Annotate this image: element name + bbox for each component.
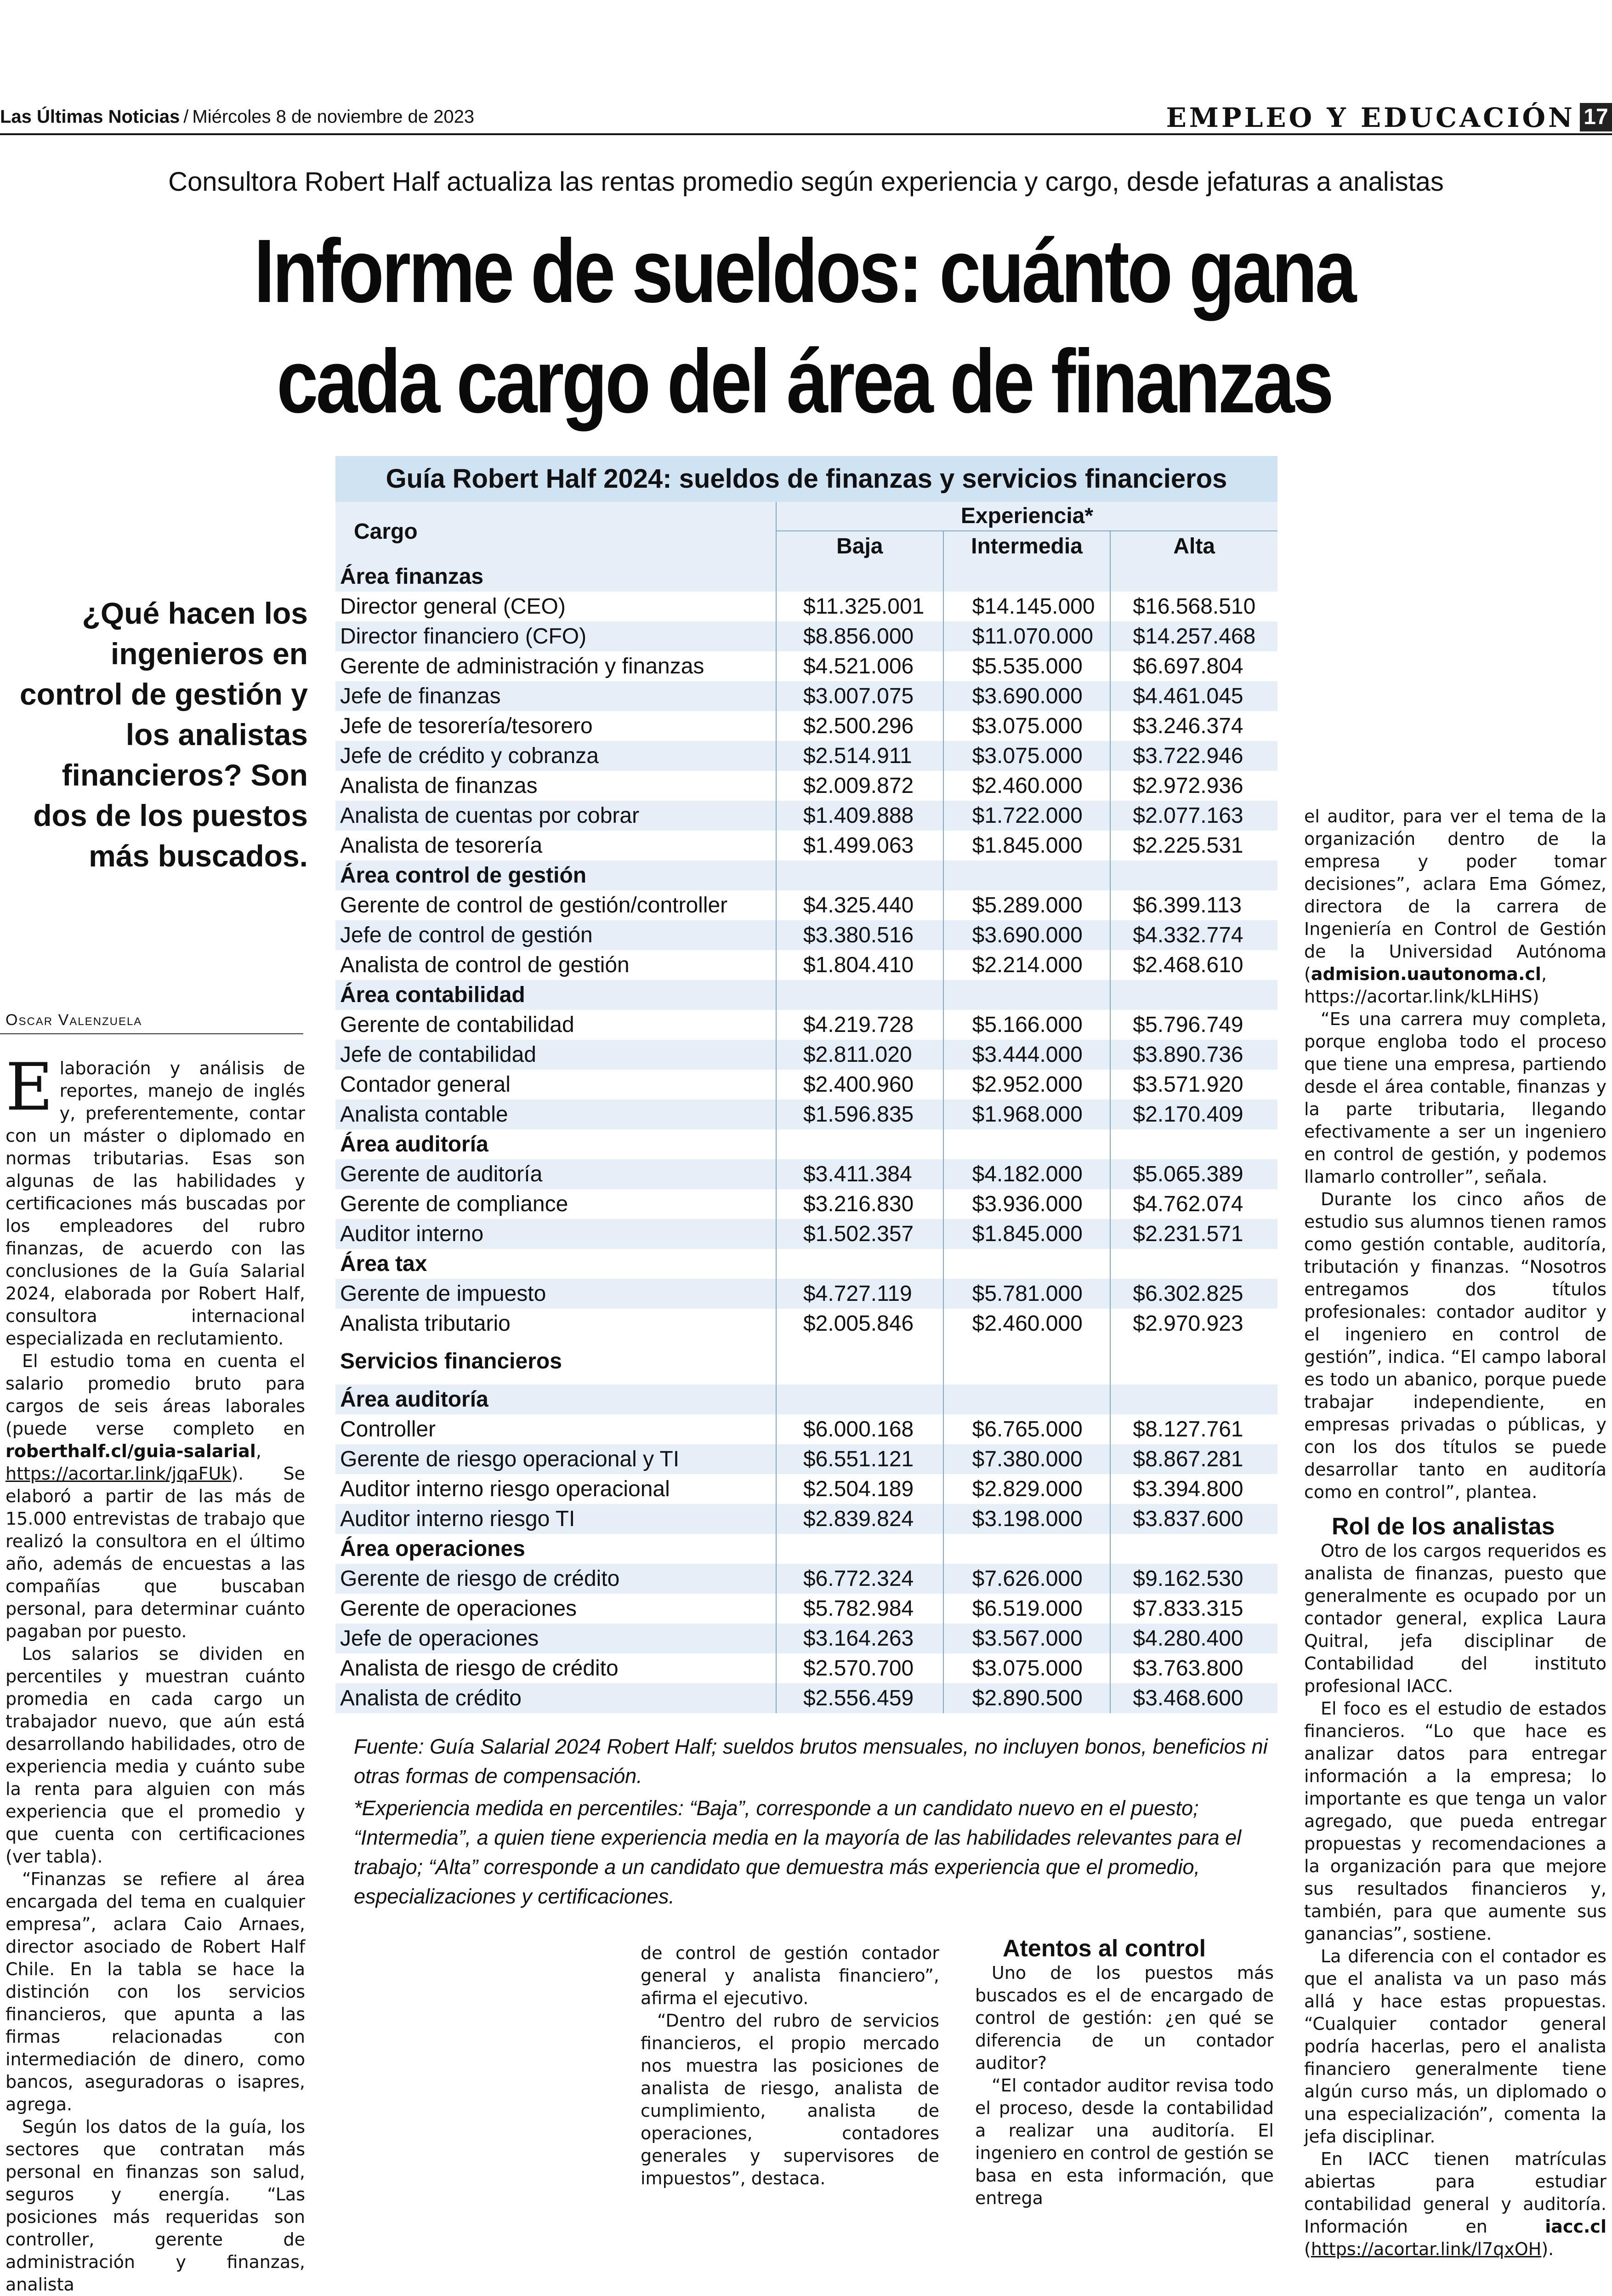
area-row: [335, 1129, 1277, 1159]
intermedia-cell: $3.567.000: [943, 1624, 1111, 1653]
cargo-cell: Auditor interno riesgo operacional: [340, 1477, 670, 1501]
area-label: Área tax: [340, 1252, 427, 1276]
baja-cell: $1.409.888: [776, 801, 943, 831]
empty-cell: [1110, 860, 1277, 890]
table-row: [335, 1279, 1277, 1309]
group-row: [335, 1339, 1277, 1384]
empty-cell: [1110, 1249, 1277, 1279]
alta-cell: $3.722.946: [1110, 741, 1277, 771]
alta-cell: $2.170.409: [1110, 1100, 1277, 1129]
mid-paragraph-2: “Dentro del rubro de servicios financieros, el propio mercado nos muestra las posiciones de analista de riesgo, analista de cumplimiento, analista de operaciones, contadores generales y supervisores de impuestos”, destaca.: [641, 2011, 939, 2188]
intermedia-cell: $2.952.000: [943, 1070, 1111, 1100]
salary-table-box: [335, 456, 1277, 1713]
cargo-cell: Jefe de tesorería/tesorero: [340, 714, 593, 738]
empty-cell: [943, 860, 1111, 890]
area-row: [335, 1534, 1277, 1564]
empty-cell: [943, 1384, 1111, 1414]
issue-date: Miércoles 8 de noviembre de 2023: [192, 107, 475, 127]
alta-cell: $8.127.761: [1110, 1414, 1277, 1444]
table-row: [335, 1504, 1277, 1534]
cargo-cell: Auditor interno: [335, 1219, 776, 1249]
area-row: [335, 860, 1277, 890]
alta-cell: $5.796.749: [1110, 1010, 1277, 1040]
table-row: [335, 1653, 1277, 1683]
mid-paragraph-1: de control de gestión contador general y analista financiero”, afirma el ejecutivo.: [641, 1943, 939, 2008]
cargo-cell: Contador general: [340, 1072, 511, 1097]
cargo-cell: Gerente de impuesto: [335, 1279, 776, 1309]
cargo-cell: Controller: [340, 1417, 436, 1441]
link-iacc[interactable]: iacc.cl: [1545, 2216, 1606, 2237]
intermedia-cell: $1.845.000: [943, 1219, 1111, 1249]
baja-cell: $2.005.846: [776, 1309, 943, 1339]
table-body: [335, 562, 1277, 1713]
kicker: Consultora Robert Half actualiza las rentas promedio según experiencia y cargo, desde jefaturas a analistas: [168, 167, 1444, 197]
table-row: [335, 1010, 1277, 1040]
intermedia-cell: $6.765.000: [943, 1414, 1111, 1444]
cargo-cell: Jefe de control de gestión: [335, 920, 776, 950]
table-title: Guía Robert Half 2024: sueldos de finanzas y servicios financieros: [335, 456, 1277, 502]
alta-cell: $6.302.825: [1110, 1279, 1277, 1309]
intermedia-cell: $5.781.000: [943, 1279, 1111, 1309]
alta-cell: $3.890.736: [1110, 1040, 1277, 1070]
alta-cell: $8.867.281: [1110, 1444, 1277, 1474]
right-paragraph-2: “Es una carrera muy completa, porque engloba todo el proceso que tiene una empresa, partiendo desde el área contable, finanzas y la parte tributaria, llegando efectivamente a ser un ingeniero en control de gestión, y podemos llamarlo controller”, señala.: [1304, 1009, 1606, 1187]
intermedia-cell: $1.968.000: [943, 1100, 1111, 1129]
empty-cell: [776, 562, 943, 592]
table-row: [335, 711, 1277, 741]
intermedia-cell: $5.166.000: [943, 1010, 1111, 1040]
cargo-cell: Analista tributario: [340, 1311, 511, 1336]
alta-cell: $2.970.923: [1110, 1309, 1277, 1339]
intermedia-cell: $3.198.000: [943, 1504, 1111, 1534]
baja-cell: $2.504.189: [776, 1474, 943, 1504]
alta-cell: $2.468.610: [1110, 950, 1277, 980]
baja-cell: $1.502.357: [776, 1219, 943, 1249]
intermedia-cell: $2.460.000: [943, 1309, 1111, 1339]
intermedia-cell: $1.722.000: [943, 801, 1111, 831]
cargo-cell: Jefe de crédito y cobranza: [335, 741, 776, 771]
baja-cell: $8.856.000: [776, 621, 943, 651]
baja-cell: $4.727.119: [776, 1279, 943, 1309]
alta-cell: $7.833.315: [1110, 1594, 1277, 1624]
table-row: [335, 890, 1277, 920]
intermedia-cell: $5.535.000: [943, 651, 1111, 681]
empty-cell: [943, 980, 1111, 1010]
subhead-rol: Rol de los analistas: [1332, 1513, 1555, 1540]
page-number: 17: [1580, 103, 1612, 131]
masthead-rule: [0, 133, 1612, 135]
baja-cell: $6.772.324: [776, 1564, 943, 1594]
area-label: Área finanzas: [335, 562, 776, 592]
empty-cell: [776, 1384, 943, 1414]
empty-cell: [943, 562, 1111, 592]
alta-cell: $3.837.600: [1110, 1504, 1277, 1534]
intermedia-cell: $3.690.000: [943, 681, 1111, 711]
dropcap: E: [6, 1049, 53, 1125]
cargo-cell: Analista de control de gestión: [340, 953, 630, 977]
section-name: EMPLEO Y EDUCACIÓN: [1166, 102, 1575, 133]
headline: [175, 216, 1434, 437]
baja-cell: $3.380.516: [776, 920, 943, 950]
subhead-atentos: Atentos al control: [1003, 1935, 1206, 1962]
right-paragraph-1: el auditor, para ver el tema de la organización dentro de la empresa y poder tomar decisiones”, aclara Ema Gómez, directora de la carrera de Ingeniería en Control de Gestión de la Universidad Autónoma (admision.uautonoma.cl, https://acortar.link/kLHiHS): [1304, 806, 1606, 1007]
newspaper-name: Las Últimas Noticias: [0, 107, 180, 127]
empty-cell: [776, 860, 943, 890]
table-row: [335, 950, 1277, 980]
table-row: [335, 1414, 1277, 1444]
source-note: Fuente: Guía Salarial 2024 Robert Half; sueldos brutos mensuales, no incluyen bonos, beneficios ni otras formas de compensación.: [354, 1735, 1268, 1788]
link-acortar-3[interactable]: https://acortar.link/l7qxOH: [1311, 2239, 1542, 2259]
alta-cell: $5.065.389: [1110, 1159, 1277, 1189]
baja-cell: $1.804.410: [776, 950, 943, 980]
baja-cell: $6.551.121: [776, 1444, 943, 1474]
intermedia-cell: $2.890.500: [943, 1683, 1111, 1713]
baja-cell: $4.325.440: [776, 890, 943, 920]
area-label: Área auditoría: [340, 1132, 488, 1157]
intermedia-cell: $11.070.000: [943, 621, 1111, 651]
area-row: [335, 980, 1277, 1010]
paragraph-5: Según los datos de la guía, los sectores que contratan más personal en finanzas son salud, seguros y energía. “Las posiciones más requeridas son controller, gerente de administración y finanzas, analista: [6, 2117, 305, 2295]
header-alta: Alta: [1110, 531, 1277, 562]
empty-cell: [943, 1534, 1111, 1564]
paragraph-1: Elaboración y análisis de reportes, manejo de inglés y, preferentemente, contar con un máster o diplomado en normas tributarias. Esas son algunas de las habilidades y certificaciones más buscadas por los empleadores del rubro finanzas, de acuerdo con las conclusiones de la Guía Salarial 2024, elaborada por Robert Half, consultora internacional especializada en reclutamiento.: [6, 1049, 305, 1349]
control-paragraph-2: “El contador auditor revisa todo el proceso, desde la contabilidad a realizar una auditoría. El ingeniero en control de gestión se basa en esta información, que entrega: [975, 2075, 1274, 2208]
headline-line-1: Informe de sueldos: cuánto gana: [254, 221, 1355, 321]
middle-column: [641, 1942, 939, 2190]
table-row: [335, 801, 1277, 831]
alta-cell: $3.763.800: [1110, 1653, 1277, 1683]
link-uautonoma[interactable]: admision.uautonoma.cl: [1311, 964, 1541, 984]
alta-cell: $4.280.400: [1110, 1624, 1277, 1653]
cargo-cell: Jefe de finanzas: [335, 681, 776, 711]
baja-cell: $2.500.296: [776, 711, 943, 741]
masthead-left: [0, 107, 474, 127]
empty-cell: [1110, 980, 1277, 1010]
header-experiencia: Experiencia*: [776, 502, 1277, 531]
intermedia-cell: $6.519.000: [943, 1594, 1111, 1624]
table-row: [335, 741, 1277, 771]
cargo-cell: Jefe de operaciones: [335, 1624, 776, 1653]
table-row: [335, 1474, 1277, 1504]
intermedia-cell: $14.145.000: [943, 592, 1111, 621]
intermedia-cell: $3.075.000: [943, 741, 1111, 771]
cargo-cell: Gerente de auditoría: [335, 1159, 776, 1189]
area-label: Área auditoría: [335, 1384, 776, 1414]
paragraph-3: Los salarios se dividen en percentiles y muestran cuánto promedia en cada cargo un trabajador nuevo, que aún está desarrollando habilidades, otro de experiencia media y cuánto sube la renta para alguien con más experiencia que el promedio y que cuenta con certificaciones (ver tabla).: [6, 1644, 305, 1867]
intermedia-cell: $5.289.000: [943, 890, 1111, 920]
cargo-cell: Gerente de administración y finanzas: [340, 654, 704, 678]
intermedia-cell: $2.214.000: [943, 950, 1111, 980]
baja-cell: $2.514.911: [776, 741, 943, 771]
alta-cell: $6.697.804: [1110, 651, 1277, 681]
table-header-row-1: [335, 502, 1277, 531]
area-label: Área operaciones: [340, 1537, 525, 1561]
paragraph-2: El estudio toma en cuenta el salario promedio bruto para cargos de seis áreas laborales (puede verse completo en roberthalf.cl/guia-salarial, https://acortar.link/jqaFUk). Se elaboró a partir de las más de 15.000 entrevistas de trabajo que realizó la consultora en el último año, además de encuestas a las compañías que buscaban personal, para determinar cuánto pagaban por puesto.: [6, 1351, 305, 1641]
table-row: [335, 592, 1277, 621]
header-intermedia: Intermedia: [943, 531, 1111, 562]
empty-cell: [1110, 1129, 1277, 1159]
right-paragraph-7: En IACC tienen matrículas abiertas para estudiar contabilidad general y auditoría. Información en iacc.cl (https://acortar.link/l7qxOH).: [1304, 2149, 1606, 2259]
right-paragraph-4: Otro de los cargos requeridos es analista de finanzas, puesto que generalmente es ocupado por un contador general, explica Laura Quitral, jefa disciplinar de Contabilidad del instituto profesional IACC.: [1304, 1541, 1606, 1696]
control-column: [975, 1937, 1274, 2210]
cargo-cell: Gerente de operaciones: [340, 1596, 577, 1621]
cargo-cell: Gerente de contabilidad: [340, 1013, 574, 1037]
byline: Oscar Valenzuela: [6, 1011, 142, 1029]
cargo-cell: Director general (CEO): [340, 594, 566, 619]
baja-cell: $2.570.700: [776, 1653, 943, 1683]
intermedia-cell: $7.380.000: [943, 1444, 1111, 1474]
baja-cell: $3.164.263: [776, 1624, 943, 1653]
empty-cell: [943, 1129, 1111, 1159]
intermedia-cell: $3.936.000: [943, 1189, 1111, 1219]
table-row: [335, 1219, 1277, 1249]
baja-cell: $1.596.835: [776, 1100, 943, 1129]
alta-cell: $4.332.774: [1110, 920, 1277, 950]
baja-cell: $4.521.006: [776, 651, 943, 681]
intermedia-cell: $2.460.000: [943, 771, 1111, 801]
baja-cell: $3.007.075: [776, 681, 943, 711]
cargo-cell: Gerente de riesgo de crédito: [335, 1564, 776, 1594]
baja-cell: $1.499.063: [776, 831, 943, 860]
control-paragraph-1: Uno de los puestos más buscados es el de encargado de control de gestión: ¿en qué se diferencia de un contador auditor?: [975, 1963, 1274, 2073]
area-row: [335, 1384, 1277, 1414]
left-column: [6, 1049, 305, 2296]
table-row: [335, 681, 1277, 711]
salary-table: [335, 502, 1277, 1713]
intermedia-cell: $3.690.000: [943, 920, 1111, 950]
table-row: [335, 1100, 1277, 1129]
intermedia-cell: $4.182.000: [943, 1159, 1111, 1189]
cargo-cell: Gerente de control de gestión/controller: [340, 893, 728, 917]
header-baja: Baja: [776, 531, 943, 562]
alta-cell: $9.162.530: [1110, 1564, 1277, 1594]
table-row: [335, 651, 1277, 681]
paragraph-4: “Finanzas se refiere al área encargada del tema en cualquier empresa”, aclara Caio Arnaes, director asociado de Robert Half Chile. En la tabla se hace la distinción con los servicios financieros, que apunta a las firmas relacionadas con intermediación de dinero, como bancos, aseguradoras o isapres, agrega.: [6, 1869, 305, 2114]
cargo-cell: Analista contable: [335, 1100, 776, 1129]
alta-cell: $3.394.800: [1110, 1474, 1277, 1504]
alta-cell: $14.257.468: [1110, 621, 1277, 651]
right-paragraph-5: El foco es el estudio de estados financieros. “Lo que hace es analizar datos para entregar información a la empresa; lo importante es que tenga un valor agregado, que pueda entregar propuestas y recomendaciones a la organización para que mejore sus resultados financieros y, también, para que aumente sus ganancias”, sostiene.: [1304, 1698, 1606, 1944]
alta-cell: $2.077.163: [1110, 801, 1277, 831]
pullquote: ¿Qué hacen los ingenieros en control de gestión y los analistas financieros? Son dos de los puestos más buscados.: [19, 596, 308, 873]
alta-cell: $2.225.531: [1110, 831, 1277, 860]
area-row: [335, 1249, 1277, 1279]
baja-cell: $6.000.168: [776, 1414, 943, 1444]
area-label: Área control de gestión: [335, 860, 776, 890]
cargo-cell: Analista de crédito: [335, 1683, 776, 1713]
cargo-cell: Auditor interno riesgo TI: [335, 1504, 776, 1534]
area-label: Área contabilidad: [335, 980, 776, 1010]
right-paragraph-6: La diferencia con el contador es que el analista va un paso más allá y hace estas propuestas. “Cualquier contador general podría hacerlas, pero el analista financiero generalmente tiene algún curso más, un diplomado o una especialización”, comenta la jefa disciplinar.: [1304, 1946, 1606, 2147]
empty-cell: [776, 1249, 943, 1279]
area-row: [335, 562, 1277, 592]
table-row: [335, 771, 1277, 801]
empty-cell: [1110, 1534, 1277, 1564]
baja-cell: $2.400.960: [776, 1070, 943, 1100]
intermedia-cell: $7.626.000: [943, 1564, 1111, 1594]
table-row: [335, 1594, 1277, 1624]
alta-cell: $4.762.074: [1110, 1189, 1277, 1219]
empty-cell: [1110, 1339, 1277, 1384]
empty-cell: [1110, 562, 1277, 592]
experience-footnote: *Experiencia medida en percentiles: “Baja”, corresponde a un candidato nuevo en el puesto; “Intermedia”, a quien tiene experiencia media en la mayoría de las habilidades relevantes para el trabajo; “Alta” corresponde a un candidato que demuestra más experiencia que el promedio, especializaciones y certificaciones.: [354, 1796, 1242, 1908]
table-row: [335, 831, 1277, 860]
table-row: [335, 1040, 1277, 1070]
masthead-separator: /: [183, 107, 189, 127]
alta-cell: $3.468.600: [1110, 1683, 1277, 1713]
empty-cell: [1110, 1384, 1277, 1414]
intermedia-cell: $2.829.000: [943, 1474, 1111, 1504]
table-row: [335, 1070, 1277, 1100]
intermedia-cell: $1.845.000: [943, 831, 1111, 860]
baja-cell: $4.219.728: [776, 1010, 943, 1040]
alta-cell: $3.246.374: [1110, 711, 1277, 741]
empty-cell: [943, 1249, 1111, 1279]
baja-cell: $3.411.384: [776, 1159, 943, 1189]
table-row: [335, 1683, 1277, 1713]
right-paragraph-3: Durante los cinco años de estudio sus alumnos tienen ramos como gestión contable, auditoría, tributación y finanzas. “Nosotros entregamos dos títulos profesionales: contador auditor y el ingeniero en control de gestión”, indica. “El campo laboral es todo un abanico, porque puede trabajar independiente, en empresas privadas o públicas, y con los dos títulos se puede desarrollar tanto en auditoría como en control”, plantea.: [1304, 1189, 1606, 1502]
baja-cell: $2.811.020: [776, 1040, 943, 1070]
intermedia-cell: $3.444.000: [943, 1040, 1111, 1070]
cargo-cell: Jefe de contabilidad: [335, 1040, 776, 1070]
baja-cell: $5.782.984: [776, 1594, 943, 1624]
alta-cell: $16.568.510: [1110, 592, 1277, 621]
alta-cell: $3.571.920: [1110, 1070, 1277, 1100]
alta-cell: $6.399.113: [1110, 890, 1277, 920]
link-acortar-2[interactable]: , https://acortar.link/kLHiHS): [1304, 964, 1547, 1007]
headline-line-2: cada cargo del área de finanzas: [277, 331, 1332, 432]
header-cargo: Cargo: [335, 502, 776, 562]
cargo-cell: Gerente de compliance: [340, 1192, 568, 1216]
group-label: Servicios financieros: [340, 1349, 562, 1373]
table-row: [335, 1159, 1277, 1189]
table-source: [354, 1732, 1277, 1914]
empty-cell: [776, 980, 943, 1010]
table-row: [335, 920, 1277, 950]
empty-cell: [776, 1129, 943, 1159]
intermedia-cell: $3.075.000: [943, 711, 1111, 741]
cargo-cell: Director financiero (CFO): [335, 621, 776, 651]
baja-cell: $11.325.001: [776, 592, 943, 621]
alta-cell: $4.461.045: [1110, 681, 1277, 711]
alta-cell: $2.972.936: [1110, 771, 1277, 801]
baja-cell: $2.839.824: [776, 1504, 943, 1534]
cargo-cell: Analista de tesorería: [340, 833, 543, 858]
baja-cell: $2.009.872: [776, 771, 943, 801]
cargo-cell: Analista de cuentas por cobrar: [335, 801, 776, 831]
table-row: [335, 1624, 1277, 1653]
empty-cell: [943, 1339, 1111, 1384]
cargo-cell: Analista de riesgo de crédito: [340, 1656, 619, 1681]
table-row: [335, 1189, 1277, 1219]
masthead: [0, 0, 1612, 138]
link-acortar-1[interactable]: https://acortar.link/jqaFUk: [6, 1464, 232, 1484]
baja-cell: $2.556.459: [776, 1683, 943, 1713]
table-row: [335, 1309, 1277, 1339]
alta-cell: $2.231.571: [1110, 1219, 1277, 1249]
table-row: [335, 621, 1277, 651]
table-row: [335, 1564, 1277, 1594]
link-roberthalf[interactable]: roberthalf.cl/guia-salarial: [6, 1441, 256, 1461]
empty-cell: [776, 1339, 943, 1384]
table-row: [335, 1444, 1277, 1474]
intermedia-cell: $3.075.000: [943, 1653, 1111, 1683]
byline-rule: [0, 1033, 303, 1034]
cargo-cell: Gerente de riesgo operacional y TI: [335, 1444, 776, 1474]
empty-cell: [776, 1534, 943, 1564]
cargo-cell: Analista de finanzas: [340, 774, 538, 798]
baja-cell: $3.216.830: [776, 1189, 943, 1219]
right-column: [1304, 805, 1606, 2261]
